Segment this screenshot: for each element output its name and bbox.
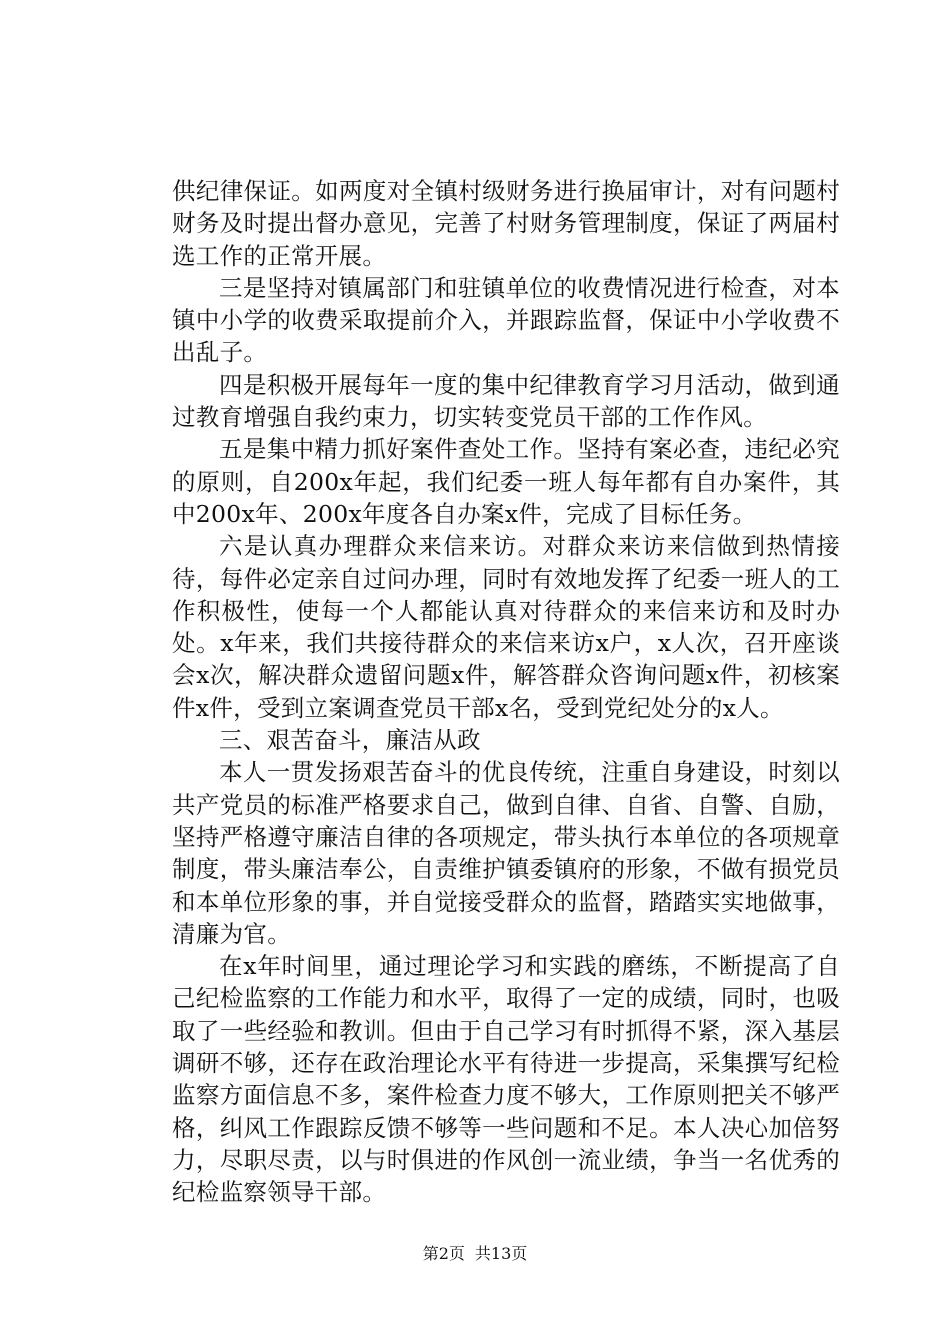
section-heading-three: 三、艰苦奋斗，廉洁从政 bbox=[219, 726, 481, 755]
page-number: 第2页 bbox=[422, 1244, 465, 1263]
paragraph-item-five: 五是集中精力抓好案件查处工作。坚持有案必查，违纪必究的原则，自200x年起，我们纪委一班人每年都有自办案件，其中200x年、200x年度各自办案x件，完成了目标任务。 bbox=[172, 435, 840, 528]
document-body bbox=[172, 175, 840, 1209]
paragraph-item-four: 四是积极开展每年一度的集中纪律教育学习月活动，做到通过教育增强自我约束力，切实转变党员干部的工作作风。 bbox=[172, 370, 840, 432]
page-total: 共13页 bbox=[474, 1244, 528, 1263]
page-footer bbox=[0, 1244, 950, 1264]
paragraph-item-three: 三是坚持对镇属部门和驻镇单位的收费情况进行检查，对本镇中小学的收费采取提前介入，并跟踪监督，保证中小学收费不出乱子。 bbox=[172, 273, 840, 367]
paragraph-summary: 在x年时间里，通过理论学习和实践的磨练，不断提高了自己纪检监察的工作能力和水平，取得了一定的成绩，同时，也吸取了一些经验和教训。但由于自己学习有时抓得不紧，深入基层调研不够，还存在政治理论水平有待进一步提高，采集撰写纪检监察方面信息不多，案件检查力度不够大，工作原则把关不够严格，纠风工作跟踪反馈不够等一些问题和不足。本人决心加倍努力，尽职尽责，以与时俱进的作风创一流业绩，争当一名优秀的纪检监察领导干部。 bbox=[172, 952, 840, 1207]
paragraph-item-six: 六是认真办理群众来信来访。对群众来访来信做到热情接待，每件必定亲自过问办理，同时有效地发挥了纪委一班人的工作积极性，使每一个人都能认真对待群众的来信来访和及时办处。x年来，我们共接待群众的来信来访x户，x人次，召开座谈会x次，解决群众遗留问题x件，解答群众咨询问题x件，初核案件x件，受到立案调查党员干部x名，受到党纪处分的x人。 bbox=[172, 532, 840, 722]
paragraph-self-discipline: 本人一贯发扬艰苦奋斗的优良传统，注重自身建设，时刻以共产党员的标准严格要求自己，做到自律、自省、自警、自励，坚持严格遵守廉洁自律的各项规定，带头执行本单位的各项规章制度，带头廉洁奉公，自责维护镇委镇府的形象，不做有损党员和本单位形象的事，并自觉接受群众的监督，踏踏实实地做事，清廉为官。 bbox=[172, 758, 840, 948]
paragraph-continuation: 供纪律保证。如两度对全镇村级财务进行换届审计，对有问题村财务及时提出督办意见，完善了村财务管理制度，保证了两届村选工作的正常开展。 bbox=[172, 177, 840, 270]
